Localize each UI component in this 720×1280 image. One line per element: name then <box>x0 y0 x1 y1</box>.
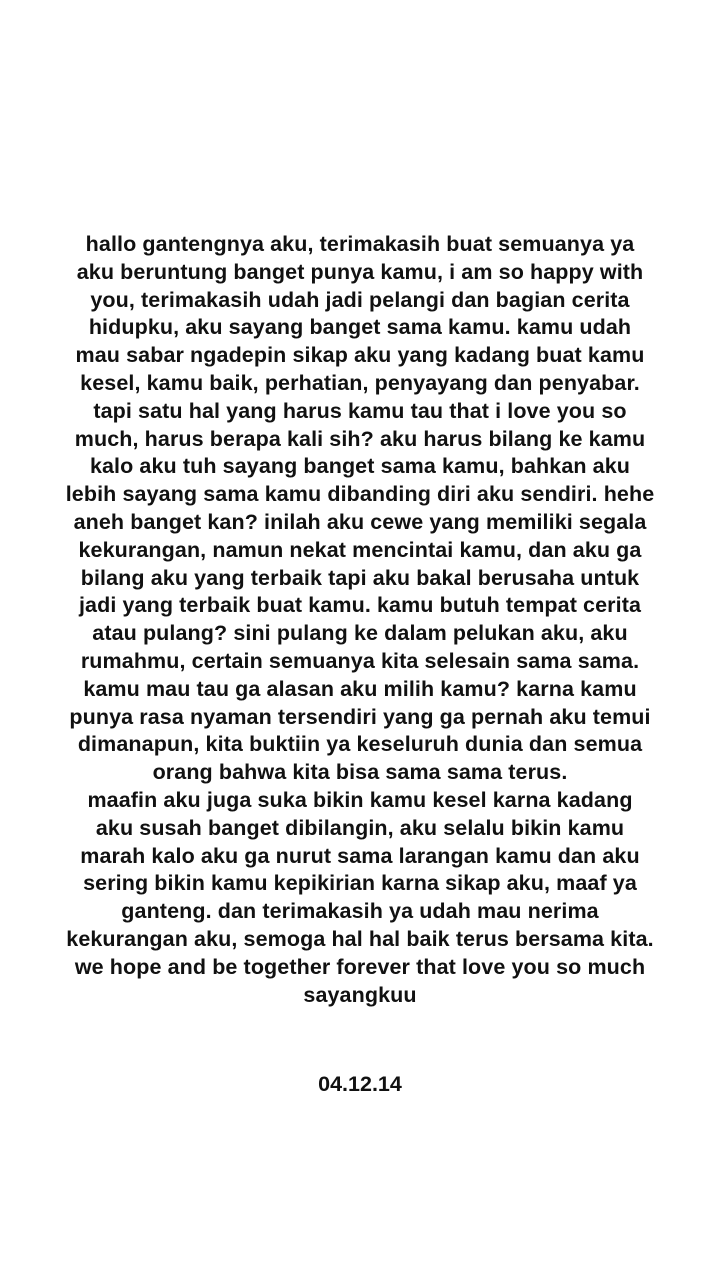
note-line: you, terimakasih udah jadi pelangi dan bagian cerita <box>90 287 630 312</box>
note-line: hidupku, aku sayang banget sama kamu. kamu udah <box>88 315 632 340</box>
note-text <box>40 231 680 1009</box>
note-line: ganteng. dan terimakasih ya udah mau nerima <box>121 899 599 924</box>
note-line: atau pulang? sini pulang ke dalam pelukan aku, aku <box>92 621 628 646</box>
note-line: hallo gantengnya aku, terimakasih buat semuanya ya <box>85 232 635 256</box>
note-date: 04.12.14 <box>318 1072 402 1096</box>
note-line: we hope and be together forever that love you so much <box>74 954 646 979</box>
note-line: marah kalo aku ga nurut sama larangan kamu dan aku <box>80 843 640 868</box>
note-line: kesel, kamu baik, perhatian, penyayang dan penyabar. <box>80 370 640 395</box>
note-line: kekurangan aku, semoga hal hal baik terus bersama kita. <box>66 926 654 951</box>
note-line: kekurangan, namun nekat mencintai kamu, dan aku ga <box>78 537 642 562</box>
note-line: sayangkuu <box>303 982 417 1007</box>
note-line: rumahmu, certain semuanya kita selesain sama sama. <box>80 648 640 673</box>
note-line: much, harus berapa kali sih? aku harus bilang ke kamu <box>74 426 646 451</box>
note-line: aneh banget kan? inilah aku cewe yang memiliki segala <box>73 509 647 534</box>
note-line: tapi satu hal yang harus kamu tau that i love you so <box>93 398 627 423</box>
note-line: punya rasa nyaman tersendiri yang ga pernah aku temui <box>69 704 651 729</box>
note-line: jadi yang terbaik buat kamu. kamu butuh tempat cerita <box>78 593 642 618</box>
note-line: aku susah banget dibilangin, aku selalu bikin kamu <box>95 815 625 840</box>
note-line: bilang aku yang terbaik tapi aku bakal berusaha untuk <box>80 565 640 590</box>
note-line: aku beruntung banget punya kamu, i am so happy with <box>76 259 644 284</box>
note-line: kalo aku tuh sayang banget sama kamu, bahkan aku <box>89 454 631 479</box>
note-line: orang bahwa kita bisa sama sama terus. <box>152 760 568 785</box>
note-line: mau sabar ngadepin sikap aku yang kadang buat kamu <box>75 343 645 368</box>
note-line: kamu mau tau ga alasan aku milih kamu? karna kamu <box>83 676 637 701</box>
note-line: dimanapun, kita buktiin ya keseluruh dunia dan semua <box>77 732 643 757</box>
note-line: lebih sayang sama kamu dibanding diri aku sendiri. hehe <box>65 482 655 507</box>
note-line: sering bikin kamu kepikirian karna sikap aku, maaf ya <box>83 871 637 896</box>
note-line: maafin aku juga suka bikin kamu kesel karna kadang <box>87 787 633 812</box>
